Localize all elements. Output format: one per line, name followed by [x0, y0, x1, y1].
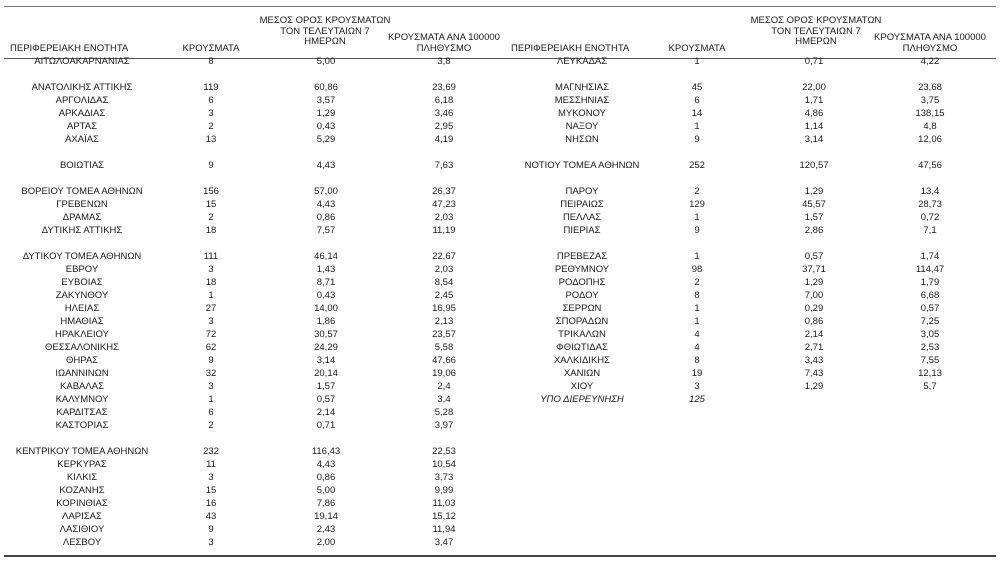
- right-cell-cases: 6: [694, 95, 700, 106]
- right-cell-per100k: 7,1: [923, 225, 937, 236]
- right-cell-per100k: 12,13: [918, 368, 942, 379]
- left-cell-per100k: 2,95: [434, 121, 454, 132]
- right-cell-name: ΤΡΙΚΑΛΩΝ: [558, 329, 606, 340]
- right-cell-cases: 8: [694, 290, 700, 301]
- left-cell-per100k: 3,73: [434, 472, 454, 483]
- left-header-per100k-line2: ΠΛΗΘΥΣΜΟ: [416, 42, 472, 54]
- left-header-region: ΠΕΡΙΦΕΡΕΙΑΚΗ ΕΝΟΤΗΤΑ: [10, 43, 129, 54]
- left-cell-name: ΑΡΓΟΛΙΔΑΣ: [55, 95, 109, 106]
- right-cell-avg: 1,29: [804, 381, 824, 392]
- right-cell-avg: 1,71: [804, 95, 824, 106]
- right-header-per100k-line2: ΠΛΗΘΥΣΜΟ: [902, 42, 958, 54]
- right-cell-name: ΦΘΙΩΤΙΔΑΣ: [556, 342, 608, 353]
- right-cell-cases: 9: [694, 225, 700, 236]
- left-cell-avg: 60,86: [314, 82, 338, 93]
- left-cell-cases: 3: [208, 108, 214, 119]
- right-cell-cases: 1: [694, 121, 700, 132]
- right-cell-cases: 8: [694, 355, 700, 366]
- left-cell-cases: 11: [206, 459, 216, 470]
- left-cell-per100k: 22,67: [432, 251, 456, 262]
- right-cell-name: ΧΙΟΥ: [570, 381, 594, 392]
- left-cell-cases: 9: [208, 355, 214, 366]
- left-cell-cases: 62: [205, 342, 217, 353]
- right-cell-cases: 19: [691, 368, 703, 379]
- right-cell-per100k: 1,79: [920, 277, 940, 288]
- left-cell-avg: 7,57: [316, 225, 336, 236]
- left-cell-name: ΓΡΕΒΕΝΩΝ: [56, 199, 108, 210]
- left-cell-avg: 4,43: [316, 199, 336, 210]
- left-cell-per100k: 11,94: [432, 524, 456, 535]
- left-cell-cases: 8: [208, 56, 214, 67]
- left-cell-cases: 6: [208, 95, 214, 106]
- left-cell-per100k: 23,69: [432, 82, 456, 93]
- top-rule: [4, 6, 996, 7]
- left-cell-name: ΚΟΖΑΝΗΣ: [59, 485, 105, 496]
- right-cell-avg: 2,14: [804, 329, 824, 340]
- left-cell-per100k: 10,54: [432, 459, 456, 470]
- left-cell-avg: 46,14: [314, 251, 338, 262]
- right-cell-cases: 252: [689, 160, 705, 171]
- left-cell-per100k: 2,03: [434, 212, 454, 223]
- left-cell-name: ΚΙΛΚΙΣ: [66, 472, 98, 483]
- left-cell-cases: 1: [208, 394, 214, 405]
- right-cell-name: ΛΕΥΚΑΔΑΣ: [556, 56, 608, 67]
- left-cell-name: ΚΑΛΥΜΝΟΥ: [55, 394, 109, 405]
- left-cell-cases: 2: [208, 121, 214, 132]
- left-cell-avg: 7,86: [316, 498, 336, 509]
- left-cell-name: ΒΟΡΕΙΟΥ ΤΟΜΕΑ ΑΘΗΝΩΝ: [21, 186, 143, 197]
- left-cell-per100k: 3,47: [434, 537, 454, 548]
- left-cell-name: ΘΕΣΣΑΛΟΝΙΚΗΣ: [45, 342, 119, 353]
- right-cell-name: ΝΑΞΟΥ: [565, 121, 599, 132]
- right-cell-per100k: 4,22: [920, 56, 940, 67]
- left-cell-cases: 15: [205, 485, 217, 496]
- right-cell-cases: 9: [694, 134, 700, 145]
- right-cell-per100k: 23,68: [918, 82, 942, 93]
- left-cell-cases: 43: [205, 511, 217, 522]
- right-cell-per100k: 5,7: [923, 381, 937, 392]
- right-cell-name: ΜΑΓΝΗΣΙΑΣ: [555, 82, 609, 93]
- right-cell-per100k: 6,68: [920, 290, 940, 301]
- left-cell-name: ΖΑΚΥΝΘΟΥ: [55, 290, 109, 301]
- left-header-cases: ΚΡΟΥΣΜΑΤΑ: [182, 43, 240, 54]
- right-cell-cases: 2: [694, 277, 700, 288]
- left-cell-cases: 2: [208, 420, 214, 431]
- right-cell-avg: 0,86: [804, 316, 824, 327]
- right-cell-cases: 1: [694, 316, 700, 327]
- left-cell-avg: 1,86: [316, 316, 336, 327]
- right-cell-per100k: 3,05: [920, 329, 940, 340]
- right-cell-per100k: 0,57: [920, 303, 940, 314]
- left-cell-avg: 4,43: [316, 459, 336, 470]
- left-cell-per100k: 6,18: [434, 95, 454, 106]
- right-cell-cases: 129: [689, 199, 705, 210]
- left-cell-cases: 1: [208, 290, 214, 301]
- left-cell-avg: 4,43: [316, 160, 336, 171]
- left-cell-cases: 2: [208, 212, 214, 223]
- left-cell-cases: 156: [203, 186, 219, 197]
- left-cell-avg: 0,86: [316, 472, 336, 483]
- right-cell-name: ΧΑΝΙΩΝ: [563, 368, 601, 379]
- left-header-avg-line3: ΗΜΕΡΩΝ: [304, 36, 346, 47]
- left-cell-per100k: 7,63: [434, 160, 454, 171]
- left-cell-cases: 3: [208, 381, 214, 392]
- left-header-avg-line1: ΜΕΣΟΣ ΟΡΟΣ ΚΡΟΥΣΜΑΤΩΝ: [259, 15, 391, 26]
- left-cell-per100k: 2,45: [434, 290, 454, 301]
- left-cell-per100k: 2,13: [434, 316, 454, 327]
- left-cell-name: ΚΕΝΤΡΙΚΟΥ ΤΟΜΕΑ ΑΘΗΝΩΝ: [15, 446, 149, 457]
- right-cell-name: ΝΗΣΩΝ: [565, 134, 599, 145]
- left-cell-avg: 0,86: [316, 212, 336, 223]
- bottom-rule: [4, 555, 996, 557]
- left-cell-avg: 3,57: [316, 95, 336, 106]
- right-cell-cases: 4: [694, 329, 700, 340]
- left-cell-name: ΘΗΡΑΣ: [65, 355, 99, 366]
- left-cell-name: ΚΟΡΙΝΘΙΑΣ: [56, 498, 108, 509]
- left-cell-avg: 0,43: [316, 121, 336, 132]
- left-cell-avg: 5,00: [316, 485, 336, 496]
- right-cell-cases: 1: [694, 56, 700, 67]
- right-header-avg-line2: ΤΟΝ ΤΕΛΕΥΤΑΙΩΝ 7: [771, 25, 861, 37]
- left-cell-per100k: 19,06: [432, 368, 456, 379]
- left-cell-name: ΔΥΤΙΚΟΥ ΤΟΜΕΑ ΑΘΗΝΩΝ: [22, 251, 142, 262]
- right-cell-cases: 4: [694, 342, 700, 353]
- right-cell-name: ΠΑΡΟΥ: [565, 186, 599, 197]
- right-cell-avg: 4,86: [804, 108, 824, 119]
- left-header-avg-line2: ΤΟΝ ΤΕΛΕΥΤΑΙΩΝ 7: [280, 25, 370, 37]
- right-cell-avg: 3,14: [804, 134, 824, 145]
- left-cell-avg: 5,29: [316, 134, 336, 145]
- right-cell-per100k: 28,73: [918, 199, 942, 210]
- left-cell-avg: 30,57: [314, 329, 338, 340]
- right-cell-name: ΡΟΔΟΥ: [565, 290, 599, 301]
- left-cell-avg: 5,00: [316, 56, 336, 67]
- left-cell-cases: 15: [205, 199, 217, 210]
- left-cell-avg: 1,43: [316, 264, 336, 275]
- right-header-region: ΠΕΡΙΦΕΡΕΙΑΚΗ ΕΝΟΤΗΤΑ: [511, 43, 630, 54]
- right-cell-avg: 3,43: [804, 355, 824, 366]
- right-cell-avg: 0,71: [804, 56, 824, 67]
- left-cell-avg: 116,43: [311, 446, 341, 457]
- left-cell-cases: 16: [205, 498, 217, 509]
- left-cell-name: ΚΕΡΚΥΡΑΣ: [57, 459, 107, 470]
- right-cell-avg: 1,14: [804, 121, 824, 132]
- right-cell-name: ΜΕΣΣΗΝΙΑΣ: [554, 95, 610, 106]
- left-cell-cases: 27: [205, 303, 217, 314]
- left-cell-cases: 232: [203, 446, 219, 457]
- right-cell-avg: 45,57: [802, 199, 826, 210]
- left-cell-avg: 2,00: [316, 537, 336, 548]
- right-cell-per100k: 3,75: [920, 95, 940, 106]
- left-cell-cases: 6: [208, 407, 214, 418]
- left-cell-per100k: 47,66: [432, 355, 456, 366]
- left-cell-per100k: 11,03: [432, 498, 456, 509]
- left-cell-name: ΔΡΑΜΑΣ: [62, 212, 102, 223]
- right-cell-name: ΡΟΔΟΠΗΣ: [558, 277, 606, 288]
- left-cell-cases: 3: [208, 264, 214, 275]
- left-cell-per100k: 4,19: [434, 134, 454, 145]
- right-cell-per100k: 2,53: [920, 342, 940, 353]
- left-cell-cases: 18: [205, 277, 217, 288]
- right-cell-avg: 7,00: [804, 290, 824, 301]
- right-cell-cases: 45: [691, 82, 703, 93]
- left-cell-per100k: 5,28: [434, 407, 454, 418]
- right-cell-avg: 1,57: [804, 212, 824, 223]
- left-cell-per100k: 8,54: [434, 277, 454, 288]
- right-cell-name: ΠΕΙΡΑΙΩΣ: [560, 199, 604, 210]
- left-cell-cases: 119: [203, 82, 219, 93]
- right-header-avg-line1: ΜΕΣΟΣ ΟΡΟΣ ΚΡΟΥΣΜΑΤΩΝ: [750, 15, 882, 26]
- left-cell-cases: 3: [208, 472, 214, 483]
- left-cell-per100k: 2,4: [437, 381, 451, 392]
- right-cell-cases: 125: [689, 394, 705, 405]
- right-cell-per100k: 4,8: [923, 121, 937, 132]
- left-cell-per100k: 15,12: [432, 511, 456, 522]
- left-cell-cases: 3: [208, 316, 214, 327]
- right-cell-name: ΡΕΘΥΜΝΟΥ: [554, 264, 610, 275]
- left-cell-cases: 3: [208, 537, 214, 548]
- left-cell-per100k: 3,46: [434, 108, 454, 119]
- right-cell-per100k: 7,55: [920, 355, 940, 366]
- left-cell-name: ΑΡΤΑΣ: [67, 121, 97, 132]
- left-cell-name: ΚΑΣΤΟΡΙΑΣ: [55, 420, 109, 431]
- left-cell-avg: 14,00: [314, 303, 338, 314]
- right-cell-cases: 3: [694, 381, 700, 392]
- left-cell-name: ΛΑΣΙΘΙΟΥ: [59, 524, 105, 535]
- right-cell-name: ΜΥΚΟΝΟΥ: [558, 108, 606, 119]
- left-cell-avg: 24,29: [314, 342, 338, 353]
- right-cell-avg: 0,29: [804, 303, 824, 314]
- right-cell-name: ΥΠΟ ΔΙΕΡΕΥΝΗΣΗ: [540, 394, 624, 405]
- left-cell-name: ΚΑΡΔΙΤΣΑΣ: [56, 407, 108, 418]
- left-cell-per100k: 5,58: [434, 342, 454, 353]
- left-cell-name: ΑΝΑΤΟΛΙΚΗΣ ΑΤΤΙΚΗΣ: [31, 82, 133, 93]
- right-cell-cases: 1: [694, 212, 700, 223]
- right-header-per100k: [864, 33, 996, 54]
- left-cell-name: ΚΑΒΑΛΑΣ: [60, 381, 104, 392]
- left-cell-name: ΒΟΙΩΤΙΑΣ: [59, 160, 105, 171]
- left-cell-cases: 72: [205, 329, 217, 340]
- right-cell-avg: 22,00: [802, 82, 826, 93]
- right-cell-per100k: 0,72: [920, 212, 940, 223]
- left-cell-avg: 20,14: [314, 368, 338, 379]
- right-cell-name: ΣΕΡΡΩΝ: [562, 303, 602, 314]
- left-cell-cases: 18: [205, 225, 217, 236]
- left-cell-name: ΗΡΑΚΛΕΙΟΥ: [55, 329, 109, 340]
- left-cell-per100k: 22,53: [432, 446, 456, 457]
- right-cell-cases: 98: [691, 264, 703, 275]
- left-cell-cases: 13: [205, 134, 217, 145]
- left-cell-cases: 9: [208, 160, 214, 171]
- right-cell-avg: 37,71: [802, 264, 826, 275]
- right-cell-avg: 1,29: [804, 186, 824, 197]
- cases-table: [4, 0, 996, 561]
- left-cell-per100k: 26,37: [432, 186, 456, 197]
- left-cell-avg: 1,29: [316, 108, 336, 119]
- left-cell-per100k: 3,4: [437, 394, 451, 405]
- right-cell-avg: 120,57: [799, 160, 829, 171]
- left-cell-avg: 3,14: [316, 355, 336, 366]
- left-cell-name: ΗΜΑΘΙΑΣ: [60, 316, 104, 327]
- right-cell-per100k: 12,06: [918, 134, 942, 145]
- left-cell-avg: 8,71: [316, 277, 336, 288]
- left-header-per100k: [376, 33, 512, 54]
- left-cell-avg: 2,43: [316, 524, 336, 535]
- left-cell-avg: 0,43: [316, 290, 336, 301]
- left-cell-name: ΙΩΑΝΝΙΝΩΝ: [55, 368, 109, 379]
- right-cell-name: ΧΑΛΚΙΔΙΚΗΣ: [553, 355, 611, 366]
- right-cell-name: ΠΙΕΡΙΑΣ: [563, 225, 601, 236]
- left-cell-name: ΕΥΒΟΙΑΣ: [61, 277, 103, 288]
- right-header-cases: ΚΡΟΥΣΜΑΤΑ: [668, 43, 726, 54]
- right-cell-avg: 7,43: [804, 368, 824, 379]
- right-cell-cases: 2: [694, 186, 700, 197]
- left-header-per100k-line1: ΚΡΟΥΣΜΑΤΑ ΑΝΑ 100000: [388, 32, 500, 43]
- right-cell-name: ΝΟΤΙΟΥ ΤΟΜΕΑ ΑΘΗΝΩΝ: [524, 160, 640, 171]
- left-cell-per100k: 11,19: [432, 225, 456, 236]
- left-cell-per100k: 23,57: [432, 329, 456, 340]
- left-cell-avg: 1,57: [316, 381, 336, 392]
- right-cell-avg: 2,71: [804, 342, 824, 353]
- right-cell-cases: 1: [694, 251, 700, 262]
- right-cell-cases: 14: [691, 108, 703, 119]
- left-cell-per100k: 3,8: [437, 56, 451, 67]
- left-cell-name: ΑΧΑΪΑΣ: [65, 134, 99, 145]
- left-cell-avg: 0,71: [316, 420, 336, 431]
- left-cell-per100k: 3,97: [434, 420, 454, 431]
- right-cell-avg: 0,57: [804, 251, 824, 262]
- left-cell-per100k: 9,99: [434, 485, 454, 496]
- left-cell-name: ΕΒΡΟΥ: [65, 264, 99, 275]
- right-cell-cases: 1: [694, 303, 700, 314]
- right-cell-per100k: 1,74: [920, 251, 940, 262]
- left-cell-per100k: 2,03: [434, 264, 454, 275]
- left-cell-name: ΑΙΤΩΛΟΑΚΑΡΝΑΝΙΑΣ: [34, 56, 130, 67]
- right-cell-name: ΠΕΛΛΑΣ: [562, 212, 602, 223]
- left-cell-name: ΛΕΣΒΟΥ: [62, 537, 102, 548]
- right-cell-per100k: 7,25: [920, 316, 940, 327]
- right-cell-name: ΠΡΕΒΕΖΑΣ: [556, 251, 608, 262]
- left-cell-cases: 9: [208, 524, 214, 535]
- right-cell-name: ΣΠΟΡΑΔΩΝ: [555, 316, 609, 327]
- left-cell-avg: 2,14: [316, 407, 336, 418]
- right-cell-avg: 2,86: [804, 225, 824, 236]
- right-header-per100k-line1: ΚΡΟΥΣΜΑΤΑ ΑΝΑ 100000: [874, 32, 986, 43]
- left-cell-name: ΛΑΡΙΣΑΣ: [62, 511, 102, 522]
- left-cell-per100k: 16,95: [432, 303, 456, 314]
- right-cell-per100k: 138,15: [915, 108, 945, 119]
- left-cell-cases: 32: [205, 368, 217, 379]
- left-cell-avg: 0,57: [316, 394, 336, 405]
- left-cell-name: ΑΡΚΑΔΙΑΣ: [58, 108, 106, 119]
- right-cell-per100k: 114,47: [915, 264, 945, 275]
- left-cell-avg: 19,14: [314, 511, 338, 522]
- left-cell-avg: 57,00: [314, 186, 338, 197]
- right-cell-per100k: 13,4: [920, 186, 940, 197]
- right-header-avg-line3: ΗΜΕΡΩΝ: [795, 36, 837, 47]
- left-cell-per100k: 47,23: [432, 199, 456, 210]
- right-cell-per100k: 47,56: [918, 160, 942, 171]
- left-cell-name: ΔΥΤΙΚΗΣ ΑΤΤΙΚΗΣ: [41, 225, 123, 236]
- left-cell-cases: 111: [203, 251, 219, 262]
- left-cell-name: ΗΛΕΙΑΣ: [64, 303, 100, 314]
- right-cell-avg: 1,29: [804, 277, 824, 288]
